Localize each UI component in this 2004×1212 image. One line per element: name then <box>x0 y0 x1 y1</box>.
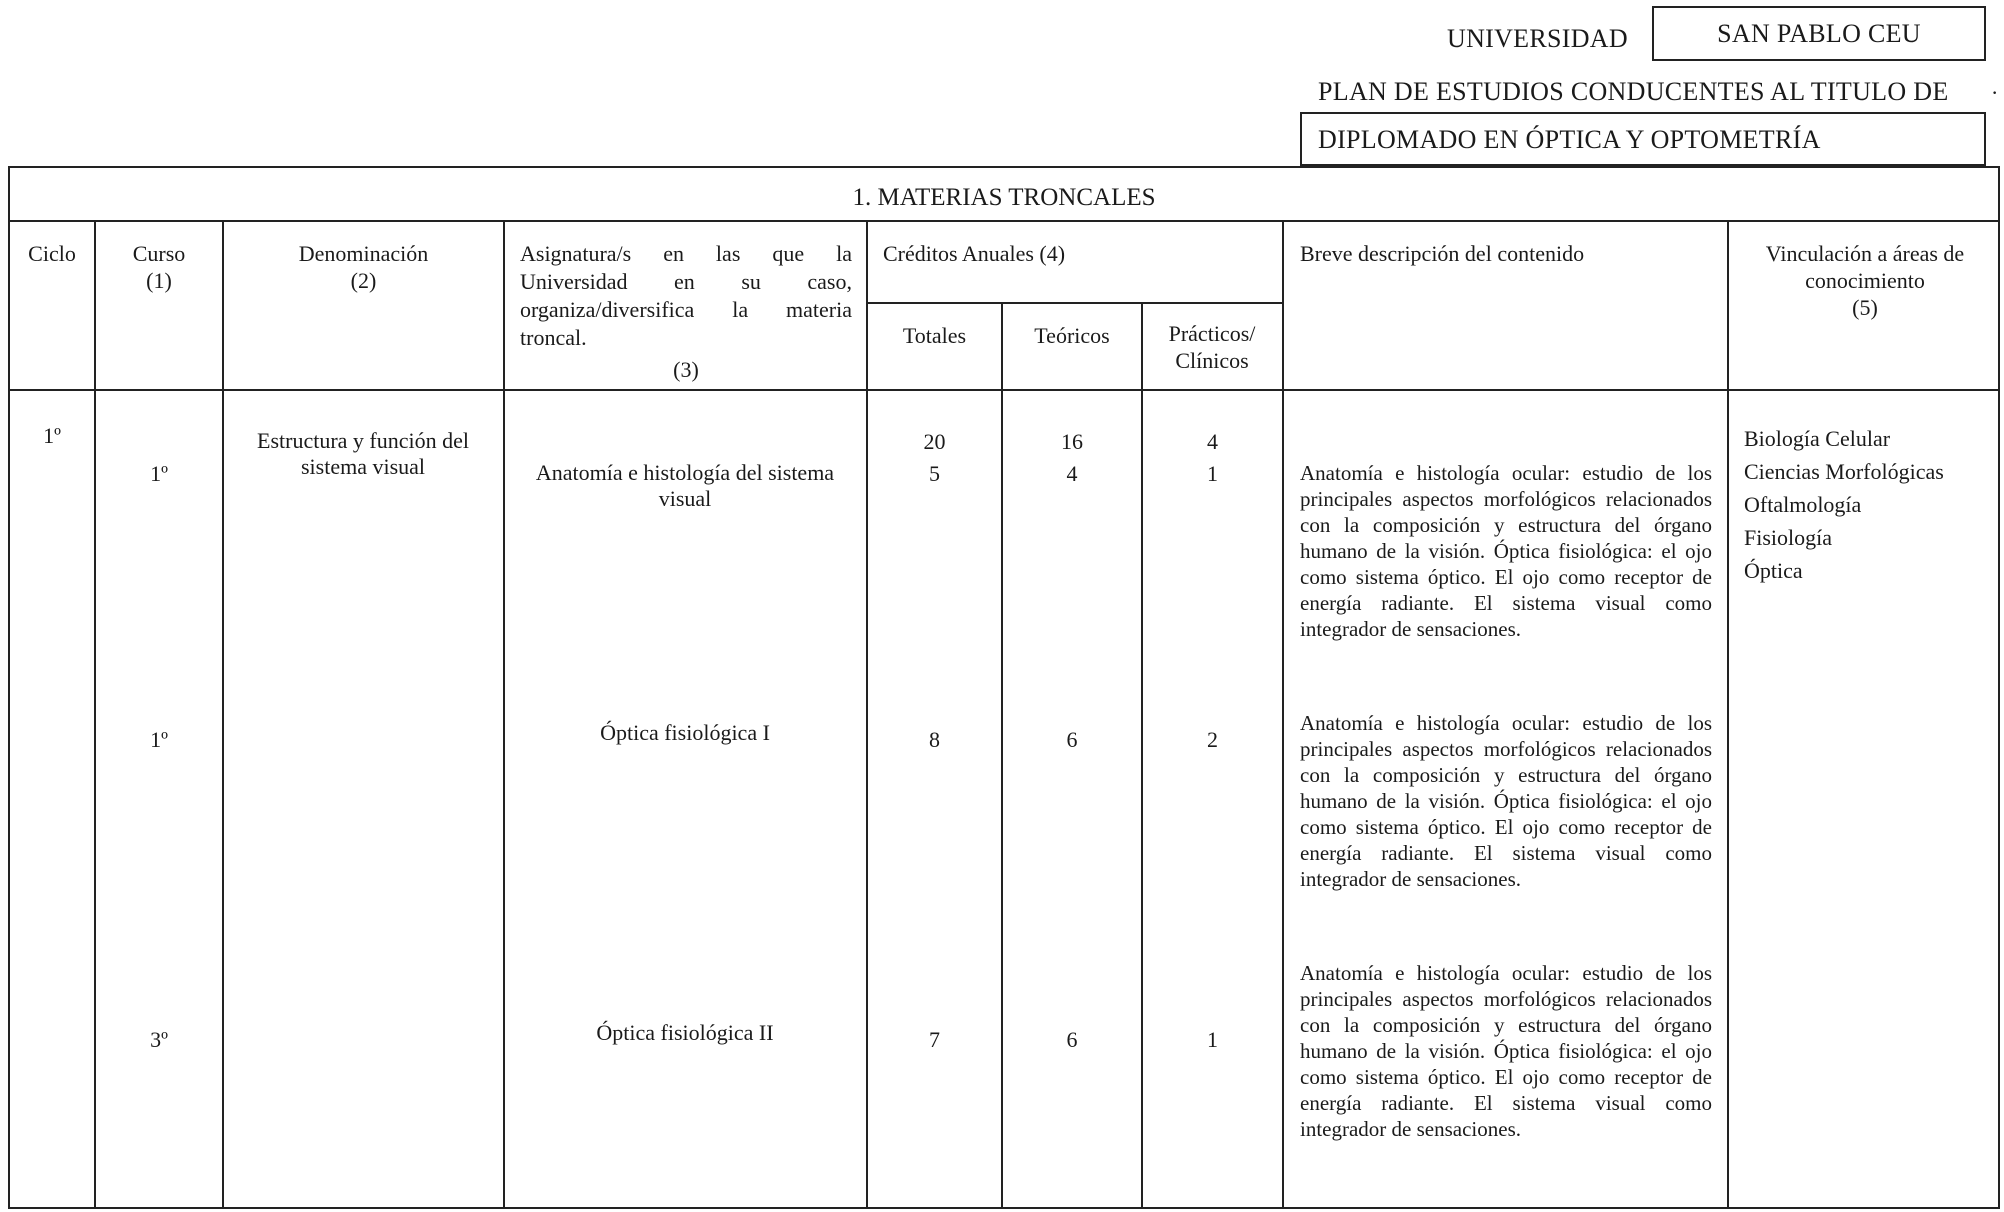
row-asignatura: Óptica fisiológica II <box>596 1020 774 1045</box>
row-teoricos: 4 <box>1066 461 1078 486</box>
stray-mark: · <box>1991 80 1999 105</box>
row-totales: 7 <box>929 1027 940 1052</box>
row-asignatura: Óptica fisiológica I <box>600 720 770 745</box>
row-teoricos: 6 <box>1066 1027 1078 1052</box>
header-ciclo: Ciclo <box>28 241 76 266</box>
title-divider <box>8 220 2000 222</box>
area-item: Biología Celular <box>1744 426 1891 451</box>
col-divider-8 <box>1727 220 1729 1209</box>
header-teoricos: Teóricos <box>1034 323 1110 348</box>
areas-list <box>1744 422 1994 587</box>
area-item: Fisiología <box>1744 525 1833 550</box>
row-practicos: 1 <box>1207 1027 1218 1052</box>
header-asignatura <box>520 240 852 383</box>
header-curso <box>96 240 222 294</box>
header-totales: Totales <box>902 323 967 348</box>
area-item: Oftalmología <box>1744 492 1862 517</box>
header-vinculacion-note: (5) <box>1852 295 1878 320</box>
header-creditos: Créditos Anuales (4) <box>883 241 1066 266</box>
row-descripcion: Anatomía e histología ocular: estudio de los principales aspectos morfológicos relacionados con la composición y estructura del órgano humano de la visión. Óptica fisiológica: el ojo como sistema óptico. El ojo como receptor de energía radiante. El sistema visual como integrador de sensaciones. <box>1300 461 1712 641</box>
materia-totales: 20 <box>923 429 946 454</box>
degree-title: DIPLOMADO EN ÓPTICA Y OPTOMETRÍA <box>1318 125 1821 154</box>
col-divider-1 <box>94 220 96 1209</box>
plan-label: PLAN DE ESTUDIOS CONDUCENTES AL TITULO DE <box>1318 77 1949 106</box>
row-totales: 8 <box>929 727 940 752</box>
area-item: Ciencias Morfológicas <box>1744 459 1944 484</box>
table-title: 1. MATERIAS TRONCALES <box>852 184 1156 211</box>
header-asignatura-note: (3) <box>673 357 699 382</box>
header-curso-note: (1) <box>146 268 172 293</box>
university-name-box <box>1652 6 1986 61</box>
row-practicos: 1 <box>1207 461 1218 486</box>
header-denominacion <box>224 240 503 294</box>
row-curso: 1º <box>150 727 168 752</box>
area-item: Óptica <box>1744 558 1803 583</box>
materia-denominacion: Estructura y función del sistema visual <box>257 428 469 479</box>
col-divider-2 <box>222 220 224 1209</box>
university-label: UNIVERSIDAD <box>1447 24 1628 53</box>
header-practicos: Prácticos/ Clínicos <box>1168 321 1256 373</box>
header-descripcion: Breve descripción del contenido <box>1300 241 1585 266</box>
header-vinculacion <box>1740 240 1990 321</box>
row-descripcion: Anatomía e histología ocular: estudio de los principales aspectos morfológicos relacionados con la composición y estructura del órgano humano de la visión. Óptica fisiológica: el ojo como sistema óptico. El ojo como receptor de energía radiante. El sistema visual como integrador de sensaciones. <box>1300 711 1712 891</box>
header-asignatura-label: Asignatura/s en las que la Universidad en su caso, organiza/diversifica la materia troncal. <box>520 241 852 350</box>
header-vinculacion-label: Vinculación a áreas de conocimiento <box>1765 241 1965 293</box>
row-teoricos: 6 <box>1066 727 1078 752</box>
row-curso: 3º <box>150 1027 168 1052</box>
row-asignatura: Anatomía e histología del sistema visual <box>535 460 835 511</box>
header-denominacion-label: Denominación <box>298 241 429 266</box>
row-curso: 1º <box>150 461 168 486</box>
col-divider-4 <box>866 220 868 1209</box>
row-totales: 5 <box>929 461 940 486</box>
degree-box <box>1300 112 1986 166</box>
header-curso-label: Curso <box>132 241 186 266</box>
university-name: SAN PABLO CEU <box>1717 19 1921 48</box>
header-denominacion-note: (2) <box>350 268 377 293</box>
ciclo-value: 1º <box>43 423 61 448</box>
col-divider-3 <box>503 220 505 1209</box>
materia-teoricos: 16 <box>1061 429 1083 454</box>
col-divider-7 <box>1282 220 1284 1209</box>
row-practicos: 2 <box>1207 727 1218 752</box>
materia-practicos: 4 <box>1207 429 1218 454</box>
header-divider <box>8 389 2000 391</box>
row-descripcion: Anatomía e histología ocular: estudio de los principales aspectos morfológicos relacionados con la composición y estructura del órgano humano de la visión. Óptica fisiológica: el ojo como sistema óptico. El ojo como receptor de energía radiante. El sistema visual como integrador de sensaciones. <box>1300 961 1712 1141</box>
creditos-divider <box>868 302 1284 304</box>
